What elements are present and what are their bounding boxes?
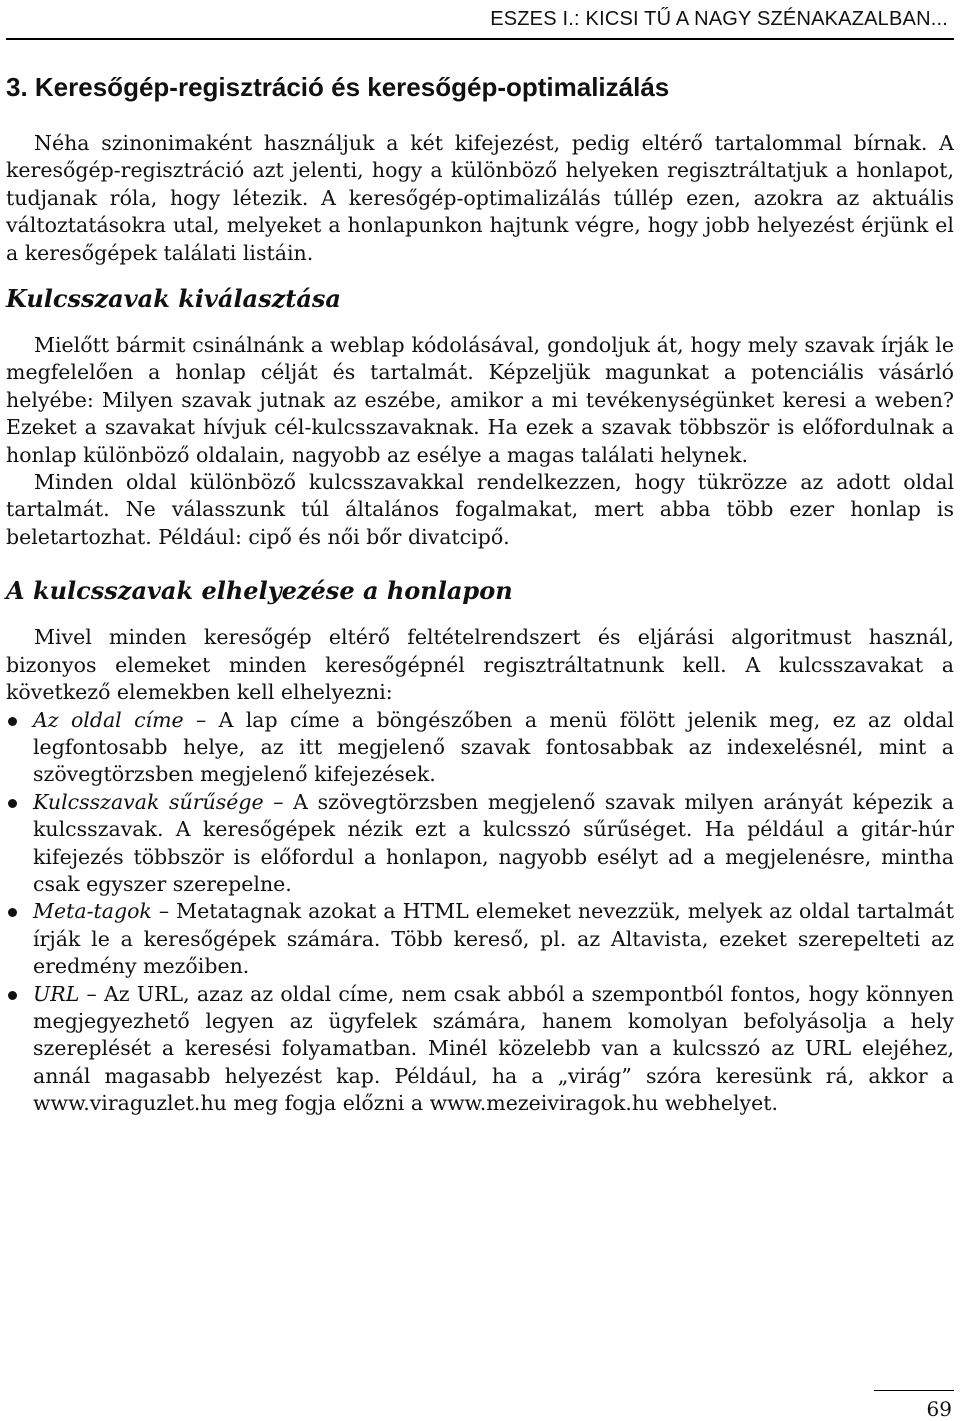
chapter-title: 3. Keresőgép-regisztráció és keresőgép-optimalizálás (6, 72, 670, 102)
list-item-text: – Metatagnak azokat a HTML elemeket nevezzük, melyek az oldal tartalmát írják le a keresőgépek számára. Több kereső, pl. az Altavista, ezeket szerepelteti az eredmény mezőiben. (33, 899, 954, 979)
footer-divider (874, 1390, 954, 1391)
list-item (6, 789, 954, 899)
placement-list (6, 707, 954, 1118)
main-content (6, 130, 954, 1118)
list-item-term: Kulcsszavak sűrűsége (33, 789, 264, 814)
section-title-keyword-placement: A kulcsszavak elhelyezése a honlapon (6, 576, 513, 606)
list-item-text: – Az URL, azaz az oldal címe, nem csak abból a szempontból fontos, hogy könnyen megjegyezhető legyen az ügyfelek számára, hanem komolyan befolyásolja a hely szereplését a keresési folyamatban. Minél közelebb van a kulcsszó az URL elejéhez, annál magasabb helyezést kap. Például, ha a „virág” szóra keresünk rá, akkor a www.viraguzlet.hu meg fogja előzni a www.mezeiviragok.hu webhelyet. (33, 981, 954, 1116)
bullet-icon (8, 717, 17, 726)
section1-paragraph-1: Mielőtt bármit csinálnánk a weblap kódolásával, gondoljuk át, hogy mely szavak írják le megfelelően a honlap célját és tartalmát. Képzeljük magunkat a potenciális vásárló helyébe: Milyen szavak jutnak az eszébe, amikor a mi tevékenységünket keresi a weben? Ezeket a szavakat hívjuk cél-kulcsszavaknak. Ha ezek a szavak többször is előfordulnak a honlap különböző oldalain, nagyobb az esélye a magas találati helynek. (6, 333, 954, 467)
header-divider (6, 38, 954, 40)
bullet-icon (8, 991, 17, 1000)
section-title-keyword-selection: Kulcsszavak kiválasztása (6, 284, 341, 314)
list-item (6, 898, 954, 980)
list-item-term: Az oldal címe (33, 707, 184, 732)
intro-paragraph: Néha szinonimaként használjuk a két kifejezést, pedig eltérő tartalommal bírnak. A keresőgép-regisztráció azt jelenti, hogy a különböző helyeken regisztráltatjuk a honlapot, tudjanak róla, hogy létezik. A keresőgép-optimalizálás túllép ezen, azokra az aktuális változtatásokra utal, melyeket a honlapunkon hajtunk végre, hogy jobb helyezést érjünk el a keresőgépek találati listáin. (6, 131, 954, 265)
list-item (6, 981, 954, 1118)
section1-paragraph-2: Minden oldal különböző kulcsszavakkal rendelkezzen, hogy tükrözze az adott oldal tartalmát. Ne válasszunk túl általános fogalmakat, mert abba több ezer honlap is beletartozhat. Például: cipő és női bőr divatcipő. (6, 470, 954, 549)
page-number: 69 (926, 1397, 952, 1421)
list-item-text: – A szövegtörzsben megjelenő szavak milyen arányát képezik a kulcsszavak. A keresőgépek nézik ezt a kulcsszó sűrűséget. Ha például a gitár-húr kifejezés többször is előfordul a honlapon, nagyobb esélyt ad a megjelenésre, mintha csak egyszer szerepelne. (33, 789, 954, 896)
list-item-text: – A lap címe a böngészőben a menü fölött jelenik meg, ez az oldal legfontosabb helye, az itt megjelenő szavak fontosabbak az indexelésnél, mint a szövegtörzsben megjelenő kifejezések. (33, 707, 954, 787)
bullet-icon (8, 908, 17, 917)
bullet-icon (8, 799, 17, 808)
list-item-term: Meta-tagok (33, 899, 152, 924)
list-item-term: URL (33, 981, 80, 1006)
list-item (6, 707, 954, 789)
running-header: ESZES I.: KICSI TŰ A NAGY SZÉNAKAZALBAN... (490, 8, 948, 30)
section2-paragraph: Mivel minden keresőgép eltérő feltételrendszert és eljárási algoritmust használ, bizonyos elemeket minden keresőgépnél regisztráltatnunk kell. A kulcsszavakat a következő elemekben kell elhelyezni: (6, 625, 954, 705)
